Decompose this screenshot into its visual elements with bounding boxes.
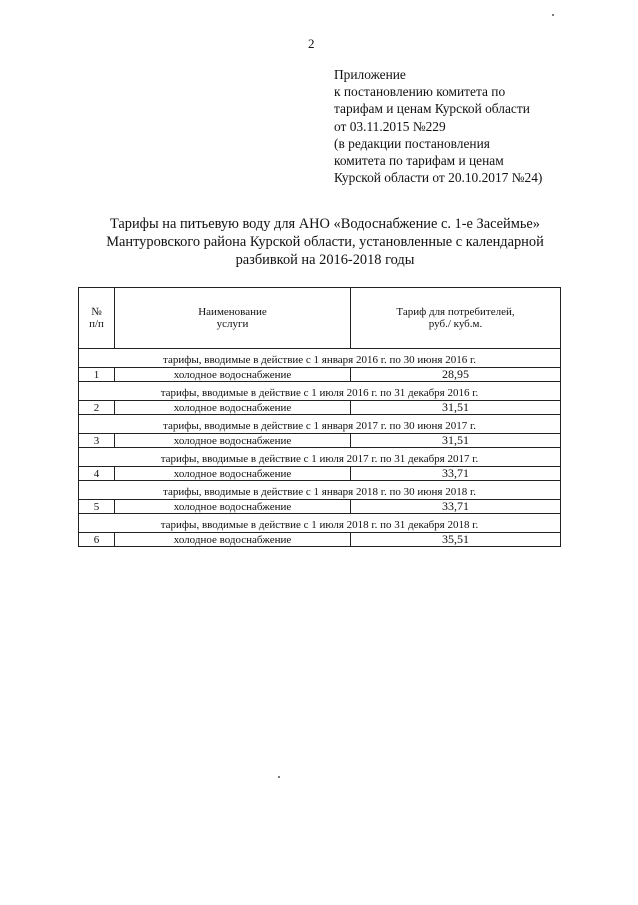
page-number: 2 <box>308 36 315 51</box>
tariff-table <box>78 287 561 547</box>
header-tariff-line: Тариф для потребителей, <box>396 306 515 318</box>
row-service: холодное водоснабжение <box>115 500 351 514</box>
row-number: 3 <box>79 434 115 448</box>
period-label: тарифы, вводимые в действие с 1 июля 2018 г. по 31 декабря 2018 г. <box>79 514 561 533</box>
table-header-row <box>79 288 561 349</box>
period-label: тарифы, вводимые в действие с 1 июля 2016 г. по 31 декабря 2016 г. <box>79 382 561 401</box>
appendix-note <box>334 66 542 186</box>
period-label: тарифы, вводимые в действие с 1 января 2017 г. по 30 июня 2017 г. <box>79 415 561 434</box>
title-line: разбивкой на 2016-2018 годы <box>235 251 415 268</box>
table-row <box>79 401 561 415</box>
row-tariff-value: 28,95 <box>351 368 561 382</box>
row-tariff-value: 31,51 <box>351 434 561 448</box>
table-row <box>79 368 561 382</box>
header-name-line: Наименование <box>198 306 267 318</box>
period-label: тарифы, вводимые в действие с 1 января 2018 г. по 30 июня 2018 г. <box>79 481 561 500</box>
row-service: холодное водоснабжение <box>115 533 351 547</box>
scan-speck <box>278 776 280 778</box>
period-label: тарифы, вводимые в действие с 1 января 2016 г. по 30 июня 2016 г. <box>79 349 561 368</box>
title-line: Тарифы на питьевую воду для АНО «Водоснабжение с. 1-е Засеймье» <box>109 216 541 232</box>
row-number: 6 <box>79 533 115 547</box>
header-num-line: п/п <box>89 318 104 330</box>
header-tariff-line: руб./ куб.м. <box>428 318 483 330</box>
row-tariff-value: 31,51 <box>351 401 561 415</box>
period-row <box>79 349 561 368</box>
row-service: холодное водоснабжение <box>115 368 351 382</box>
appendix-line: Приложение <box>334 67 406 82</box>
period-row <box>79 415 561 434</box>
row-number: 5 <box>79 500 115 514</box>
row-tariff-value: 33,71 <box>351 467 561 481</box>
header-tariff <box>351 288 561 349</box>
table-row <box>79 434 561 448</box>
row-number: 2 <box>79 401 115 415</box>
appendix-line: комитета по тарифам и ценам <box>334 153 504 169</box>
appendix-line: тарифам и ценам Курской области <box>334 101 530 117</box>
row-number: 4 <box>79 467 115 481</box>
header-num <box>79 288 115 349</box>
row-service: холодное водоснабжение <box>115 434 351 448</box>
row-tariff-value: 35,51 <box>351 533 561 547</box>
row-number: 1 <box>79 368 115 382</box>
row-service: холодное водоснабжение <box>115 467 351 481</box>
appendix-line: от 03.11.2015 №229 <box>334 118 446 134</box>
period-row <box>79 514 561 533</box>
table-row <box>79 467 561 481</box>
header-name-line: услуги <box>216 318 249 330</box>
header-num-line: № <box>91 306 102 318</box>
scan-speck <box>552 14 554 16</box>
period-row <box>79 382 561 401</box>
appendix-line: (в редакции постановления <box>334 135 490 151</box>
period-row <box>79 481 561 500</box>
table-row <box>79 533 561 547</box>
header-service-name <box>115 288 351 349</box>
row-service: холодное водоснабжение <box>115 401 351 415</box>
table-row <box>79 500 561 514</box>
document-title <box>70 216 580 269</box>
appendix-line: к постановлению комитета по <box>334 84 506 100</box>
period-row <box>79 448 561 467</box>
title-line: Мантуровского района Курской области, установленные с календарной <box>106 233 544 250</box>
row-tariff-value: 33,71 <box>351 500 561 514</box>
period-label: тарифы, вводимые в действие с 1 июля 2017 г. по 31 декабря 2017 г. <box>79 448 561 467</box>
appendix-line: Курской области от 20.10.2017 №24) <box>334 170 543 186</box>
